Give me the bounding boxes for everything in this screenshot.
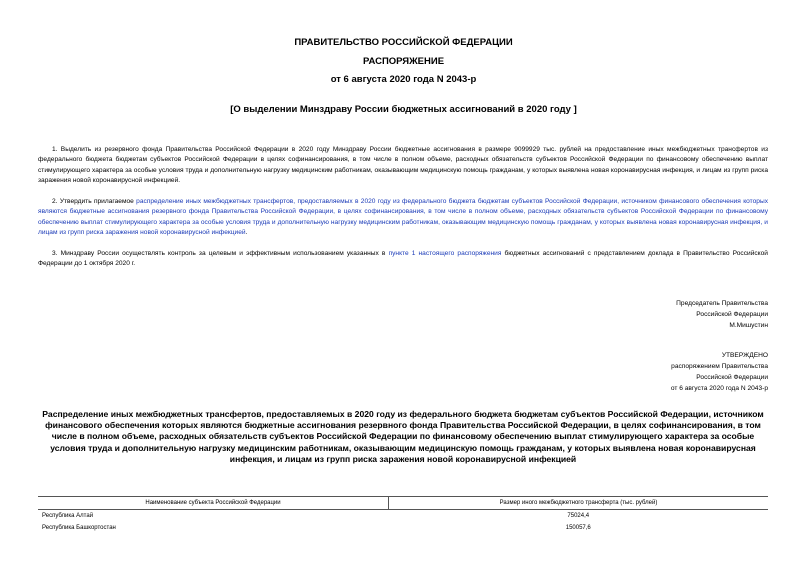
region-cell: Республика Алтай bbox=[42, 513, 94, 519]
column-header-amount: Размер иного межбюджетного трансферта (тыс. рублей) bbox=[389, 497, 769, 510]
approval-block bbox=[671, 350, 768, 394]
region-cell: Республика Башкортостан bbox=[42, 525, 116, 531]
signature-country: Российской Федерации bbox=[696, 311, 768, 318]
document-subject: [О выделении Минздраву России бюджетных ассигнований в 2020 году ] bbox=[230, 104, 577, 115]
clause-1-link[interactable]: пункте 1 настоящего распоряжения bbox=[388, 250, 502, 257]
annex-title: Распределение иных межбюджетных трансфертов, предоставляемых в 2020 году из федерального бюджета бюджетам субъектов Российской Федерации, источником финансового обеспечения которых являются бюджетные ассигнования резервного фонда Правительства Российской Федерации, в целях софинансирования, в том числе в полном объеме, расходных обязательств субъектов Российской Федерации по финансовому обеспечению выплат стимулирующего характера за особые условия труда и дополнительную нагрузку медицинским работникам, оказывающим медицинскую помощь гражданам, у которых выявлена новая коронавирусная инфекция, и лицам из групп риска заражения новой коронавирусной инфекцией bbox=[42, 409, 764, 464]
table-row bbox=[38, 522, 768, 534]
paragraph-2 bbox=[38, 197, 768, 238]
distribution-table bbox=[38, 496, 768, 534]
signature-name: М.Мишустин bbox=[729, 322, 768, 329]
table-header-row bbox=[38, 497, 768, 510]
document-type: РАСПОРЯЖЕНИЕ bbox=[362, 56, 445, 67]
paragraph-3 bbox=[38, 249, 768, 270]
approval-date: от 6 августа 2020 года N 2043-р bbox=[670, 385, 768, 392]
paragraph-1: 1. Выделить из резервного фонда Правительства Российской Федерации в 2020 году Минздраву России бюджетные ассигнования в размере 9099929 тыс. рублей на предоставление иных межбюджетных трансфертов из федерального бюджета бюджетам субъектов Российской Федерации в целях софинансирования, в том числе в полном объеме, расходных обязательств субъектов Российской Федерации по финансовому обеспечению выплат стимулирующего характера за особые условия труда и дополнительную нагрузку медицинским работникам, оказывающим медицинскую помощь гражданам, у которых выявлена новая коронавирусная инфекция, и лицам из групп риска заражения новой коронавирусной инфекцией. bbox=[38, 146, 768, 184]
amount-cell: 75024,4 bbox=[567, 513, 590, 519]
signature-position: Председатель Правительства bbox=[676, 300, 768, 307]
distribution-link[interactable]: распределение иных межбюджетных трансфертов, предоставляемых в 2020 году из федерального бюджета бюджетам субъектов Российской Федерации, источником финансового обеспечения которых являются бюджетные ассигнования резервного фонда Правительства Российской Федерации, в целях софинансирования, в том числе в полном объеме, расходных обязательств субъектов Российской Федерации по финансовому обеспечению выплат стимулирующего характера за особые условия труда и дополнительную нагрузку медицинским работникам, оказывающим медицинскую помощь гражданам, у которых выявлена новая коронавирусная инфекция, и лицам из групп риска заражения новой коронавирусной инфекцией bbox=[38, 198, 768, 236]
paragraph-2-start: 2. Утвердить прилагаемое bbox=[52, 198, 137, 205]
table-row bbox=[38, 510, 768, 523]
amount-cell: 150057,6 bbox=[565, 525, 591, 531]
document-date-number: от 6 августа 2020 года N 2043-р bbox=[330, 74, 477, 85]
signature-block bbox=[676, 298, 768, 331]
government-heading: ПРАВИТЕЛЬСТВО РОССИЙСКОЙ ФЕДЕРАЦИИ bbox=[294, 37, 513, 48]
approval-country: Российской Федерации bbox=[696, 374, 768, 381]
column-header-region: Наименование субъекта Российской Федерации bbox=[38, 497, 389, 510]
paragraph-2-end: . bbox=[245, 228, 248, 236]
approval-by: распоряжением Правительства bbox=[671, 363, 768, 370]
paragraph-3-start: 3. Минздраву России осуществлять контроль за целевым и эффективным использованием указанных в bbox=[52, 250, 389, 257]
paragraph-3-end: бюджетных ассигнований с представлением доклада в Правительство Российской Федерации до 1 октября 2020 г. bbox=[38, 250, 768, 268]
approval-stamp: УТВЕРЖДЕНО bbox=[721, 352, 768, 359]
